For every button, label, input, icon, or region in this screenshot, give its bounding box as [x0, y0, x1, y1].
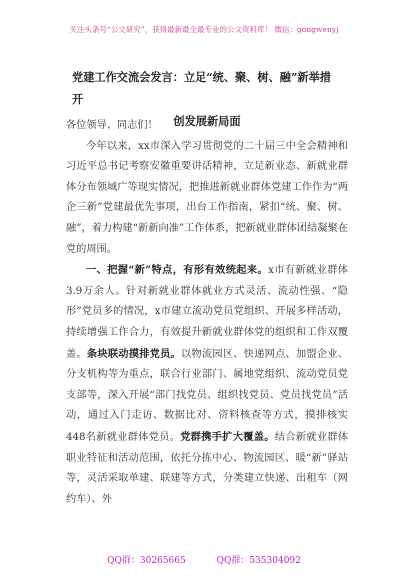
title-line-2: 创发展新局面 — [173, 114, 241, 128]
paragraph-intro: 今年以来，xx市深入学习贯彻党的二十届三中全会精神和习近平总书记考察安徽重要讲话精神，立足新业态、新就业群体分布领域广等现实情况，把推进新就业群体党建工作作为“两企三新”党建最优先事项，出台工作指南，紧扣“统、聚、树、融”，着力构建“新新向准”工作体系，把新就业群体团结凝聚在党的周围。 — [66, 140, 348, 255]
document-body — [66, 116, 348, 510]
salutation: 各位领导、同志们！ — [66, 120, 158, 131]
footer — [0, 553, 408, 566]
paragraph-section-1 — [66, 260, 348, 510]
title-line-1: 党建工作交流会发言：立足“统、聚、树、融”新举措 开 — [72, 70, 331, 106]
subsection-2-text: 结合新就业群体职业特征和活动范围，依托分拣中心、物流园区、暖“新”驿站等，灵活采取单建、联建等方式，分类建立快递、出租车（网约车）、外 — [66, 431, 349, 505]
footer-qq-group-2: QQ群：535304092 — [216, 556, 301, 566]
subsection-2-heading: 党群携手扩大覆盖。 — [180, 430, 275, 443]
footer-qq-group-1: QQ群：30265665 — [107, 556, 186, 566]
subsection-1-heading: 条块联动摸排党员。 — [86, 347, 182, 360]
header-banner: 关注头条号“公文研究”，获得最新最全最专业的公文资料库！ 微信：gongwenyj — [69, 25, 339, 34]
subsection-1-text: 以物流园区、快递网点、加盟企业、分支机构等为重点，联合行业部门、属地党组织、流动党员党支部等，深入开展“部门找党员、组织找党员、党员找党员”活动，通过入门走访、数据比对、资料核查等方式，摸排核实448名新就业群体党员。 — [66, 348, 349, 443]
section-1-heading: 一、把握“新”特点，有形有效统起来。 — [86, 264, 269, 277]
section-1-text: x市有新就业群体3.9万余人。针对新就业群体就业方式灵活、流动性强、“隐形”党员多的情况，x市建立流动党员党组织、开展多样活动，持续增强工作合力，有效提升新就业群体党的组织和工作双覆盖。 — [66, 265, 348, 360]
